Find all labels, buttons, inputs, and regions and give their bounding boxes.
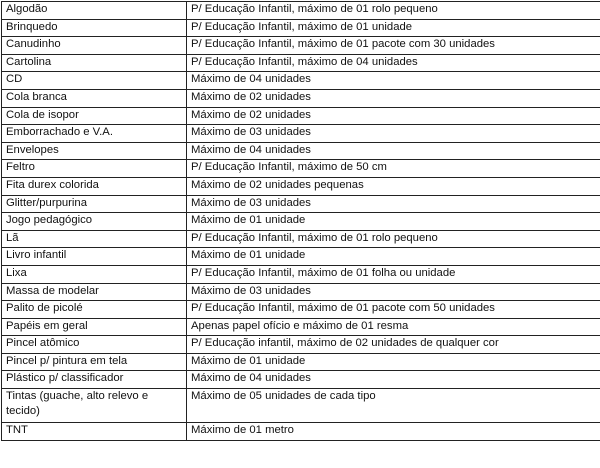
- table-row: [2, 283, 600, 301]
- item-name-cell: Pincel p/ pintura em tela: [2, 353, 187, 371]
- item-name-cell: CD: [2, 72, 187, 90]
- item-rule-cell: Máximo de 03 unidades: [187, 283, 600, 301]
- table-row: [2, 37, 600, 55]
- table-row: [2, 301, 600, 319]
- item-name-cell: Massa de modelar: [2, 283, 187, 301]
- item-rule-cell: Máximo de 03 unidades: [187, 125, 600, 143]
- item-rule-cell: Apenas papel ofício e máximo de 01 resma: [187, 318, 600, 336]
- table-row: [2, 19, 600, 37]
- item-name-cell: Lã: [2, 230, 187, 248]
- materials-document: [1, 1, 599, 466]
- table-row: [2, 336, 600, 354]
- item-name-cell: Livro infantil: [2, 248, 187, 266]
- item-name-cell: Fita durex colorida: [2, 177, 187, 195]
- item-rule-cell: Máximo de 01 metro: [187, 423, 600, 441]
- item-rule-cell: P/ Educação Infantil, máximo de 01 pacote com 50 unidades: [187, 301, 600, 319]
- table-row: [2, 248, 600, 266]
- item-name-cell: Palito de picolé: [2, 301, 187, 319]
- item-name-cell: Papéis em geral: [2, 318, 187, 336]
- item-rule-cell: Máximo de 04 unidades: [187, 142, 600, 160]
- table-row: [2, 89, 600, 107]
- item-name-cell: Feltro: [2, 160, 187, 178]
- item-rule-cell: Máximo de 01 unidade: [187, 248, 600, 266]
- table-row: [2, 107, 600, 125]
- item-rule-cell: Máximo de 05 unidades de cada tipo: [187, 389, 600, 423]
- item-name-cell: Emborrachado e V.A.: [2, 125, 187, 143]
- item-rule-cell: P/ Educação Infantil, máximo de 01 unidade: [187, 19, 600, 37]
- item-name-cell: TNT: [2, 423, 187, 441]
- table-row: [2, 195, 600, 213]
- item-rule-cell: Máximo de 02 unidades: [187, 89, 600, 107]
- item-name-cell: Cola de isopor: [2, 107, 187, 125]
- item-rule-cell: Máximo de 01 unidade: [187, 353, 600, 371]
- item-name-cell: Lixa: [2, 265, 187, 283]
- table-row: [2, 72, 600, 90]
- table-row: [2, 371, 600, 389]
- item-name-cell: Tintas (guache, alto relevo e tecido): [2, 389, 187, 423]
- item-name-cell: Envelopes: [2, 142, 187, 160]
- item-rule-cell: P/ Educação Infantil, máximo de 50 cm: [187, 160, 600, 178]
- table-row: [2, 177, 600, 195]
- item-name-cell: Jogo pedagógico: [2, 213, 187, 231]
- table-row: [2, 160, 600, 178]
- table-row: [2, 142, 600, 160]
- item-name-cell: Brinquedo: [2, 19, 187, 37]
- table-row: [2, 265, 600, 283]
- item-rule-cell: Máximo de 02 unidades pequenas: [187, 177, 600, 195]
- table-row: [2, 54, 600, 72]
- table-row: [2, 2, 600, 20]
- item-rule-cell: Máximo de 04 unidades: [187, 371, 600, 389]
- item-name-cell: Pincel atômico: [2, 336, 187, 354]
- table-row: [2, 389, 600, 423]
- item-rule-cell: P/ Educação Infantil, máximo de 04 unidades: [187, 54, 600, 72]
- item-rule-cell: Máximo de 02 unidades: [187, 107, 600, 125]
- table-row: [2, 125, 600, 143]
- item-name-cell: Glitter/purpurina: [2, 195, 187, 213]
- item-name-cell: Plástico p/ classificador: [2, 371, 187, 389]
- table-row: [2, 213, 600, 231]
- table-row: [2, 353, 600, 371]
- item-rule-cell: P/ Educação Infantil, máximo de 01 folha ou unidade: [187, 265, 600, 283]
- item-rule-cell: P/ Educação infantil, máximo de 02 unidades de qualquer cor: [187, 336, 600, 354]
- item-rule-cell: P/ Educação Infantil, máximo de 01 pacote com 30 unidades: [187, 37, 600, 55]
- item-rule-cell: Máximo de 03 unidades: [187, 195, 600, 213]
- table-row: [2, 318, 600, 336]
- item-name-cell: Algodão: [2, 2, 187, 20]
- item-rule-cell: Máximo de 01 unidade: [187, 213, 600, 231]
- table-row: [2, 230, 600, 248]
- item-rule-cell: P/ Educação Infantil, máximo de 01 rolo pequeno: [187, 230, 600, 248]
- materials-table-body: [2, 2, 600, 441]
- item-rule-cell: P/ Educação Infantil, máximo de 01 rolo pequeno: [187, 2, 600, 20]
- item-rule-cell: Máximo de 04 unidades: [187, 72, 600, 90]
- item-name-cell: Canudinho: [2, 37, 187, 55]
- materials-table: [1, 1, 600, 441]
- item-name-cell: Cartolina: [2, 54, 187, 72]
- table-row: [2, 423, 600, 441]
- item-name-cell: Cola branca: [2, 89, 187, 107]
